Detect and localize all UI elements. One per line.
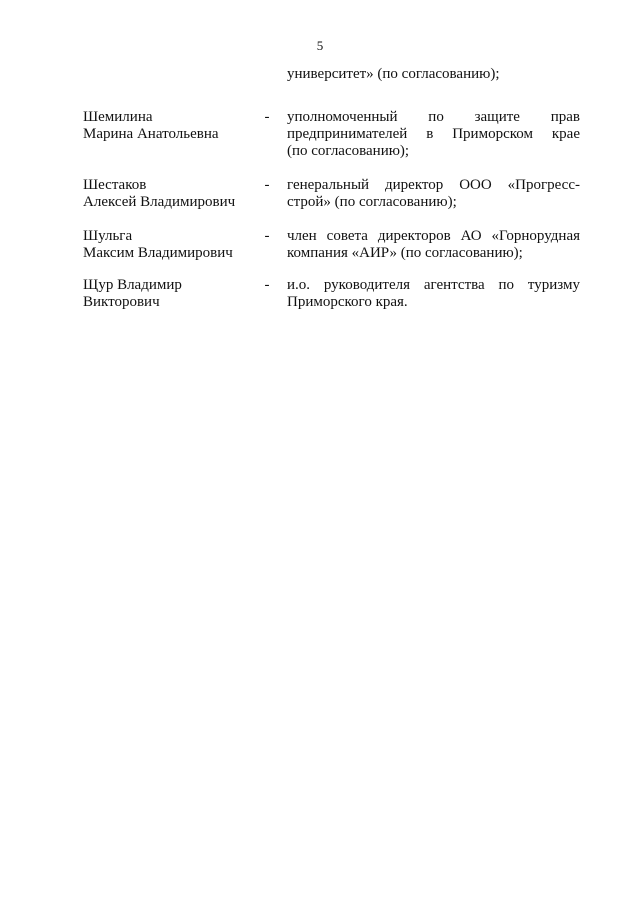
member-role <box>287 277 580 311</box>
member-given-names: Марина Анатольевна <box>83 126 219 142</box>
member-entry <box>0 109 640 169</box>
separator-dash: - <box>264 228 270 244</box>
member-surname: Шестаков <box>83 177 147 193</box>
separator-dash: - <box>264 109 270 125</box>
member-given-names: Алексей Владимирович <box>83 194 236 210</box>
member-surname: Шемилина <box>83 109 153 125</box>
role-line: предпринимателей в Приморском крае <box>287 126 580 142</box>
member-name <box>83 109 253 143</box>
separator-dash: - <box>264 177 270 193</box>
role-line: член совета директоров АО «Горнорудная <box>287 228 580 244</box>
member-surname: Щур Владимир <box>83 277 182 293</box>
member-entry <box>0 277 640 337</box>
continuation-text: университет» (по согласованию); <box>287 66 500 82</box>
role-line: (по согласованию); <box>287 143 410 159</box>
member-role <box>287 109 580 160</box>
separator-dash: - <box>264 277 270 293</box>
member-given-names: Максим Владимирович <box>83 245 233 261</box>
role-line: генеральный директор ООО «Прогресс- <box>287 177 580 193</box>
role-line: Приморского края. <box>287 294 408 310</box>
role-line: уполномоченный по защите прав <box>287 109 580 125</box>
member-name <box>83 177 253 211</box>
member-role <box>287 177 580 211</box>
role-line: компания «АИР» (по согласованию); <box>287 245 523 261</box>
member-role <box>287 228 580 262</box>
member-surname: Шульга <box>83 228 133 244</box>
role-line: строй» (по согласованию); <box>287 194 457 210</box>
member-name <box>83 277 253 311</box>
role-line: и.о. руководителя агентства по туризму <box>287 277 580 293</box>
member-name <box>83 228 253 262</box>
page-number: 5 <box>316 38 324 53</box>
member-given-names: Викторович <box>83 294 160 310</box>
